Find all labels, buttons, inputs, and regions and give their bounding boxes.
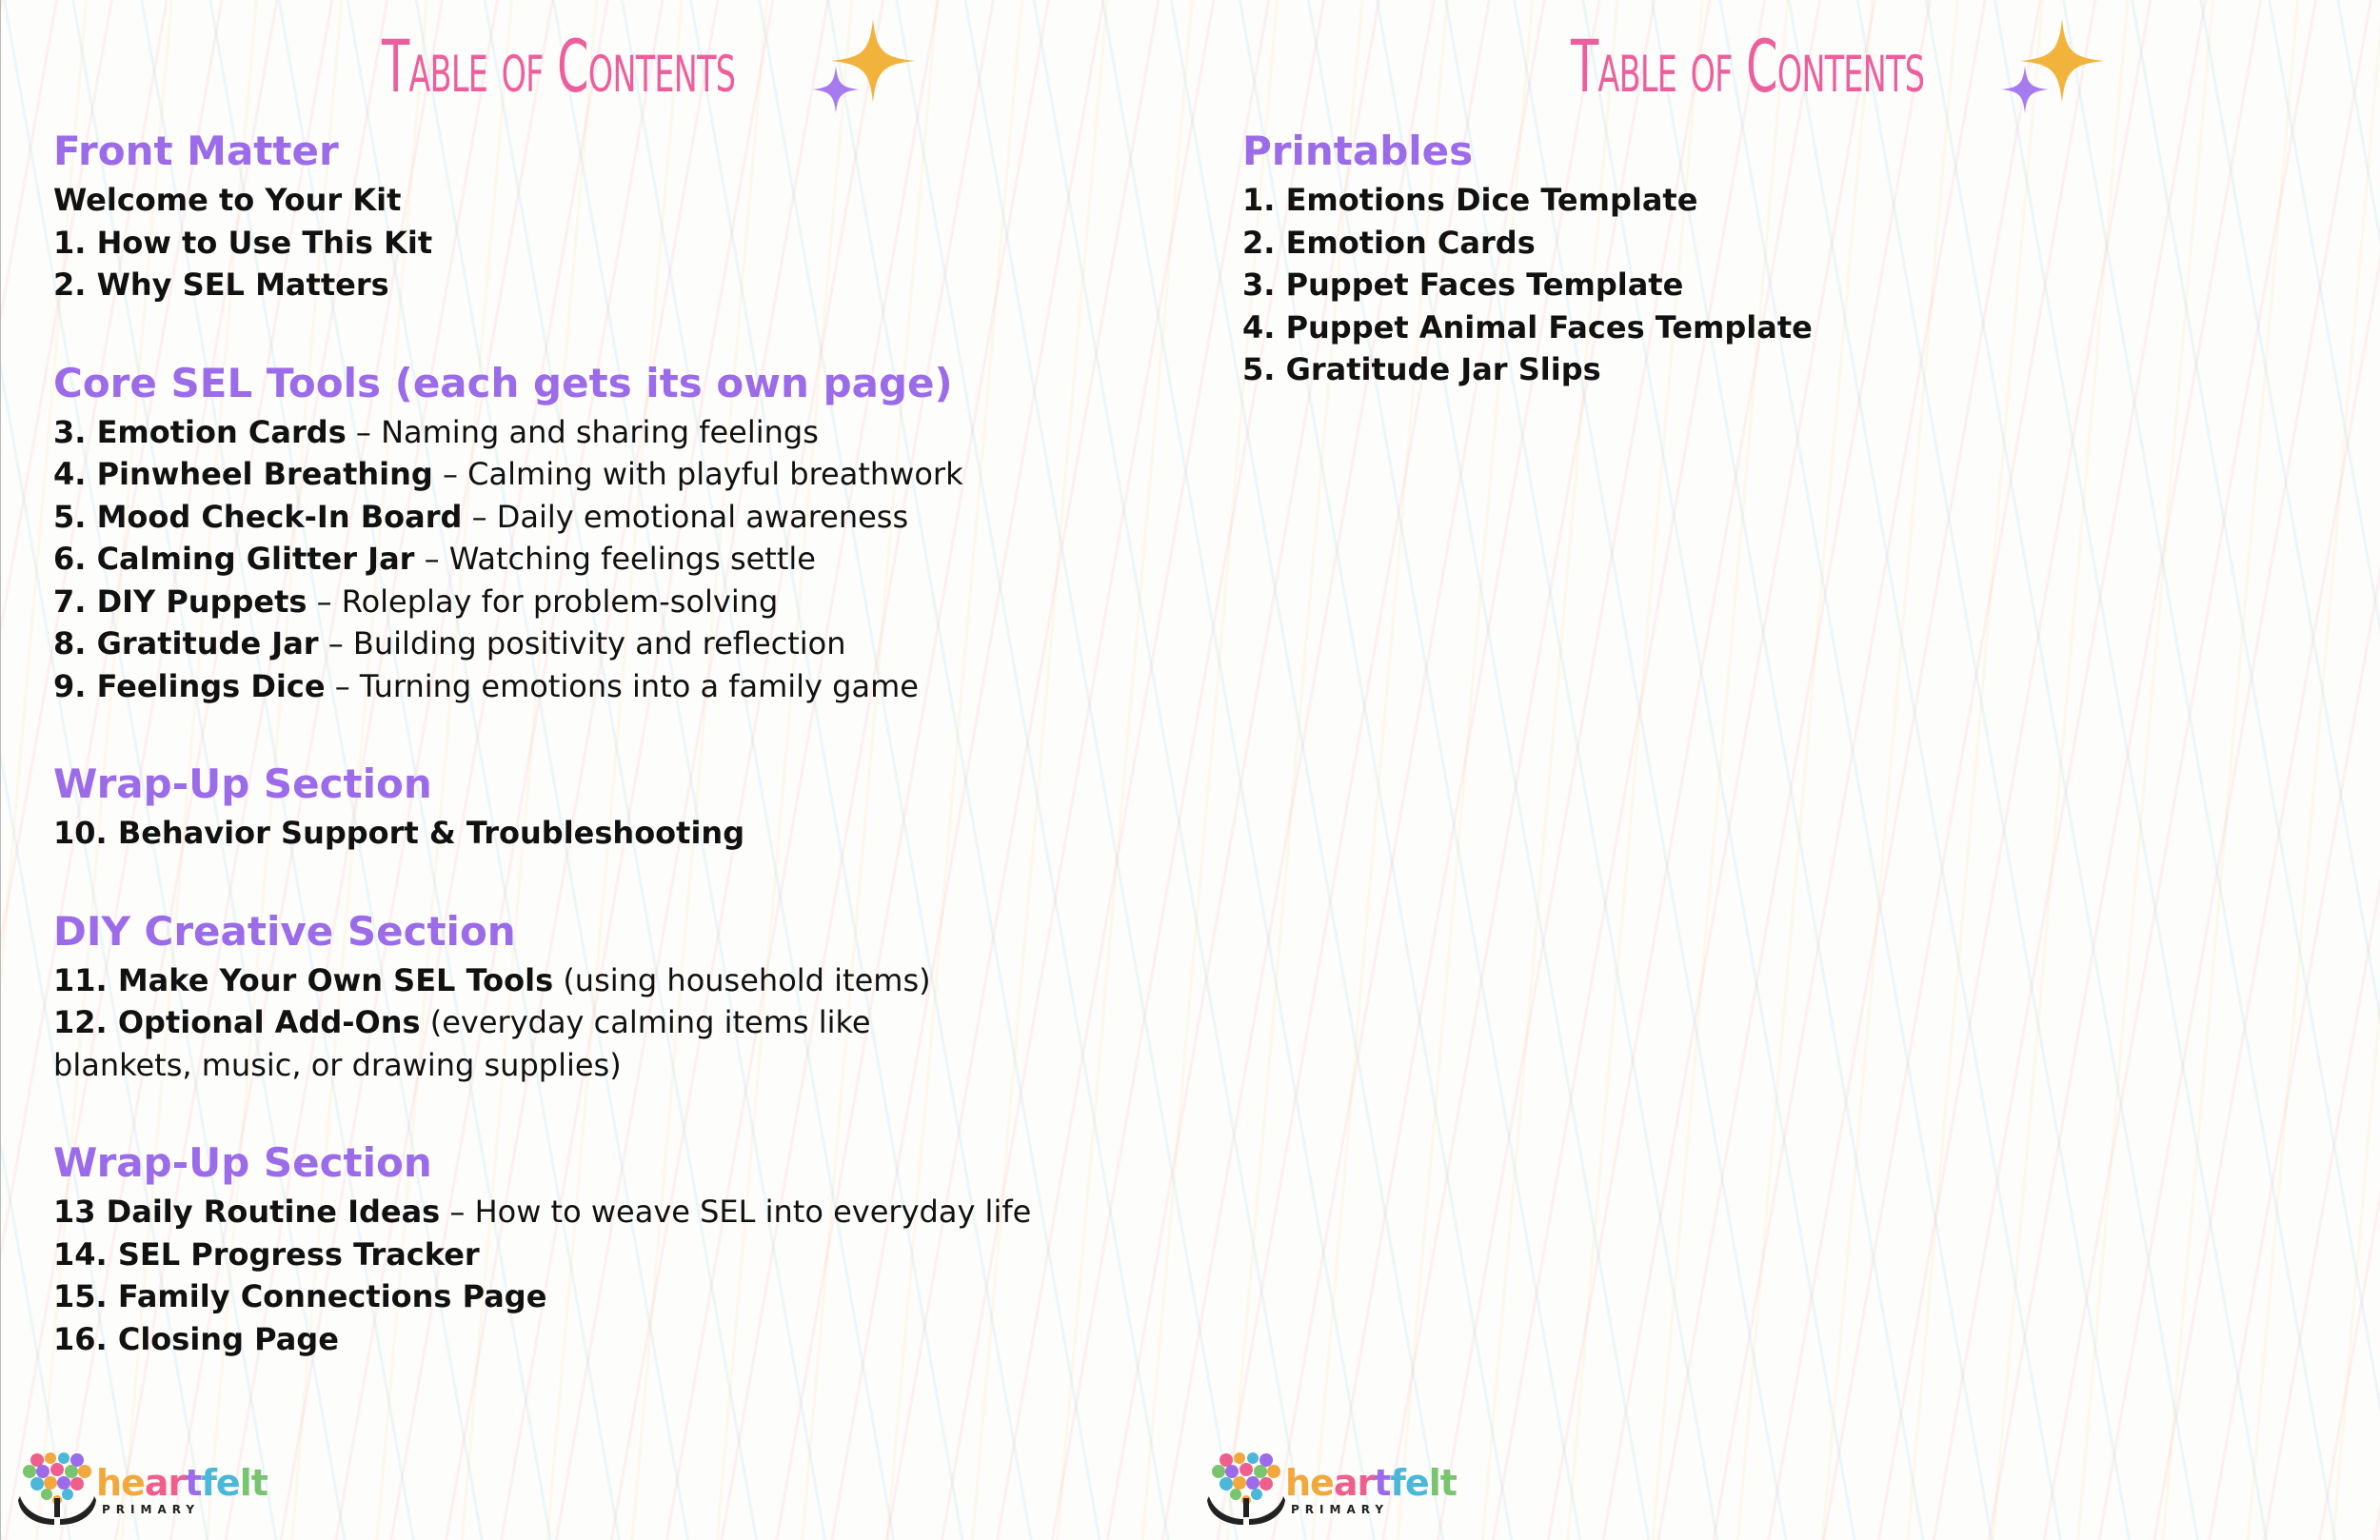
entry-name: 3. Puppet Faces Template [1242,267,1684,303]
entry-name: 13 Daily Routine Ideas [53,1194,441,1230]
entry-name: 7. DIY Puppets [53,582,307,620]
entry-name: 2. Emotion Cards [1242,224,1536,261]
toc-entry[interactable] [53,538,1148,581]
section-heading: DIY Creative Section [53,907,516,955]
toc-content [53,124,1148,1410]
entry-name: 2. Why SEL Matters [53,267,389,303]
toc-entry[interactable] [1242,179,2337,222]
entry-name: 1. Emotions Dice Template [1242,182,1698,218]
entry-name: 8. Gratitude Jar [53,625,319,661]
section-wrap-up-2 [53,1135,1148,1360]
section-heading: Wrap-Up Section [53,1139,432,1186]
page-title: Table of Contents [382,24,736,109]
toc-entry[interactable] [1242,348,2337,391]
entry-description: – Daily emotional awareness [462,498,909,535]
entry-description: – Calming with playful breathwork [432,456,963,492]
entry-name: Welcome to Your Kit [53,182,402,218]
heartfelt-primary-logo [1203,1443,1460,1529]
entry-name: 15. Family Connections Page [53,1278,547,1314]
toc-entry[interactable] [53,1191,1148,1234]
toc-entry[interactable] [53,453,1148,496]
entry-name: 16. Closing Page [53,1320,339,1357]
entry-description: – Turning emotions into a family game [325,667,919,704]
section-heading: Printables [1242,128,1474,174]
entry-name: 5. Mood Check-In Board [53,498,463,535]
section-heading: Front Matter [53,128,339,174]
page-title: Table of Contents [1571,24,1925,109]
entry-name: 10. Behavior Support & Troubleshooting [53,815,745,851]
section-wrap-up [53,757,1148,855]
logo-wordmark: heartfelt [1285,1462,1457,1504]
toc-entry[interactable] [53,1275,1148,1318]
sparkle-icon [812,63,860,116]
page-right [1190,0,2380,1540]
toc-entry[interactable] [53,179,1148,222]
entry-name: 9. Feelings Dice [53,667,326,704]
entry-description: – Building positivity and reflection [318,625,846,661]
entry-description: – Watching feelings settle [414,541,816,577]
toc-entry[interactable] [1242,264,2337,306]
toc-entry[interactable] [53,496,1148,539]
toc-entry[interactable] [53,264,1148,306]
entry-name: 3. Emotion Cards [53,413,347,450]
sparkle-icon [2001,63,2049,116]
entry-description: – Roleplay for problem-solving [307,582,779,620]
entry-name: 1. How to Use This Kit [53,224,433,261]
section-printables [1242,124,2337,391]
section-core-sel-tools [53,356,1148,708]
heartfelt-primary-logo [14,1443,271,1529]
entry-name: 12. Optional Add-Ons [53,1004,421,1040]
toc-entry[interactable] [53,581,1148,623]
toc-entry[interactable] [53,812,1148,855]
toc-entry[interactable] [53,411,1148,454]
entry-name: 5. Gratitude Jar Slips [1242,351,1601,387]
toc-entry[interactable] [53,622,1148,665]
toc-entry[interactable] [53,1234,1148,1276]
toc-content [1242,124,2337,441]
toc-entry[interactable] [53,222,1148,265]
logo-subtitle: PRIMARY [1291,1503,1390,1516]
logo-subtitle: PRIMARY [102,1503,201,1516]
logo-wordmark: heartfelt [96,1462,268,1504]
toc-entry[interactable] [53,959,1148,1002]
entry-description: – How to weave SEL into everyday life [440,1194,1032,1230]
section-heading: Core SEL Tools (each gets its own page) [53,359,953,406]
section-diy-creative [53,904,1148,1087]
tree-heart-hands-icon [14,1443,100,1529]
entry-name: 4. Pinwheel Breathing [53,456,433,492]
toc-entry[interactable] [1242,306,2337,349]
toc-entry[interactable] [1242,222,2337,265]
entry-name: 11. Make Your Own SEL Tools [53,961,554,998]
entry-description: – Naming and sharing feelings [346,413,819,450]
entry-name: 4. Puppet Animal Faces Template [1242,308,1813,346]
tree-heart-hands-icon [1203,1443,1289,1529]
section-front-matter [53,124,1148,306]
toc-entry[interactable] [53,665,1148,708]
section-heading: Wrap-Up Section [53,760,432,807]
entry-name: 14. SEL Progress Tracker [53,1235,480,1273]
entry-description: (everyday calming items like blankets, music, or drawing supplies) [53,1004,871,1083]
entry-name: 6. Calming Glitter Jar [53,541,415,577]
toc-entry[interactable] [53,1001,986,1086]
toc-entry[interactable] [53,1318,1148,1361]
entry-description: (using household items) [553,961,931,998]
